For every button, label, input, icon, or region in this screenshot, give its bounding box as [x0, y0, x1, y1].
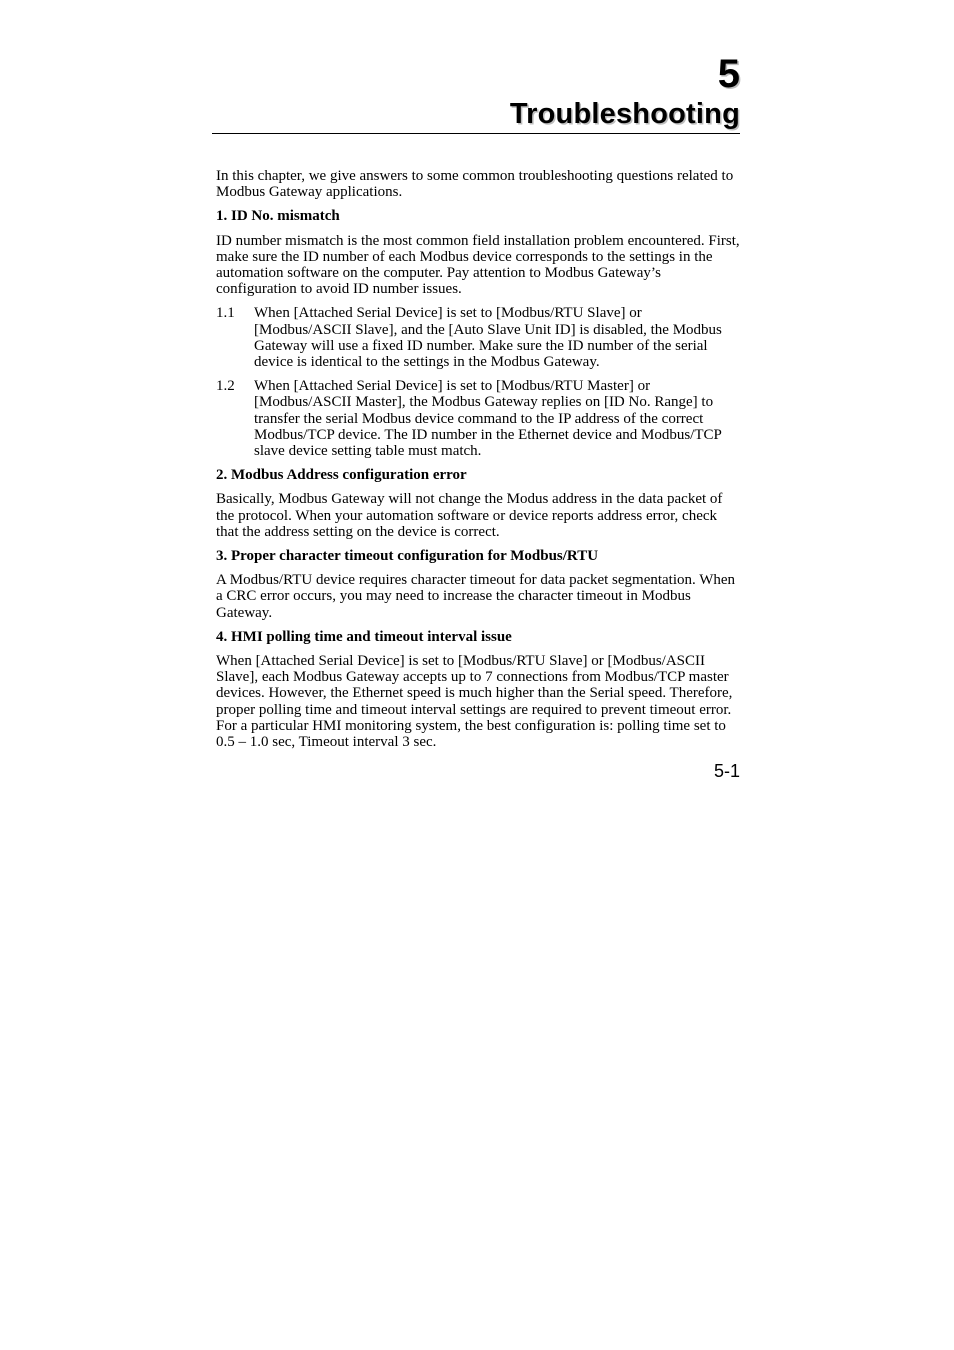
chapter-title: Troubleshooting — [509, 98, 740, 130]
section-heading-character-timeout: 3. Proper character timeout configuration for Modbus/RTU — [216, 548, 599, 565]
title-divider — [212, 133, 740, 134]
section-body-address-error: Basically, Modbus Gateway will not change the Modus address in the data packet of the protocol. When your automation software or device reports address error, check that the address setting on the device is correct. — [216, 491, 723, 540]
section-heading-hmi-polling: 4. HMI polling time and timeout interval issue — [216, 628, 512, 645]
list-item — [216, 305, 740, 370]
section-body-id-mismatch: ID number mismatch is the most common field installation problem encountered. First, make sure the ID number of each Modbus device corresponds to the settings in the automation software on the computer. Pay attention to Modbus Gateway’s configuration to avoid ID number issues. — [216, 232, 740, 298]
page-number: 5-1 — [713, 761, 740, 781]
section-heading-id-mismatch: 1. ID No. mismatch — [216, 208, 340, 225]
list-item — [216, 378, 740, 459]
list-item-text: When [Attached Serial Device] is set to [Modbus/RTU Slave] or [Modbus/ASCII Slave], and the [Auto Slave Unit ID] is disabled, the Modbus Gateway will use a fixed ID number. Make sure the ID number of the serial device is identical to the settings in the Modbus Gateway. — [254, 305, 722, 371]
chapter-content — [216, 168, 740, 758]
intro-paragraph: In this chapter, we give answers to some common troubleshooting questions related to Modbus Gateway applications. — [216, 168, 734, 201]
section-heading-address-error: 2. Modbus Address configuration error — [216, 467, 467, 484]
section-body-hmi-polling: When [Attached Serial Device] is set to [Modbus/RTU Slave] or [Modbus/ASCII Slave], each Modbus Gateway accepts up to 7 connections from Modbus/TCP master devices. However, the Ethernet speed is much higher than the Serial speed. Therefore, proper polling time and timeout interval settings are required to prevent timeout error. For a particular HMI monitoring system, the best configuration is: polling time set to 0.5 – 1.0 sec, Timeout interval 3 sec. — [216, 653, 733, 751]
list-item-number: 1.2 — [216, 378, 235, 395]
list-item-text: When [Attached Serial Device] is set to [Modbus/RTU Master] or [Modbus/ASCII Master], the Modbus Gateway replies on [ID No. Range] to transfer the serial Modbus device command to the IP address of the correct Modbus/TCP device. The ID number in the Ethernet device and Modbus/TCP slave device setting table must match. — [254, 378, 722, 460]
section-body-character-timeout: A Modbus/RTU device requires character timeout for data packet segmentation. When a CRC error occurs, you may need to increase the character timeout in Modbus Gateway. — [216, 572, 736, 621]
chapter-number: 5 — [717, 52, 740, 96]
list-item-number: 1.1 — [216, 305, 235, 322]
